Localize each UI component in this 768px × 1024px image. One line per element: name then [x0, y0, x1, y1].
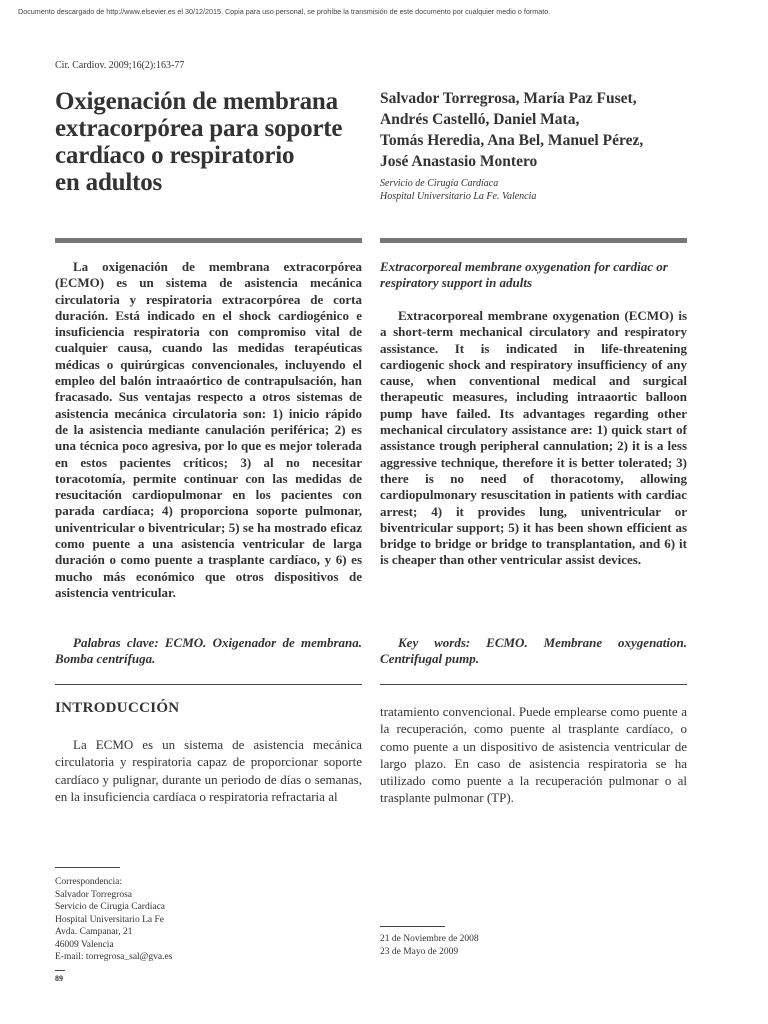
correspondence-line: 46009 Valencia	[55, 939, 114, 950]
abstract-end-rule-left	[55, 684, 362, 685]
footnote-rule-left	[55, 867, 120, 868]
affiliation-line: Servicio de Cirugía Cardíaca	[380, 178, 499, 189]
correspondence-line: Avda. Campanar, 21	[55, 927, 133, 937]
title-line: Oxigenación de membrana	[55, 88, 338, 115]
author-line: José Anastasio Montero	[380, 153, 538, 170]
section-heading-introduction: INTRODUCCIÓN	[55, 700, 180, 716]
section-divider-right	[380, 238, 687, 243]
correspondence-line: Servicio de Cirugía Cardíaca	[55, 902, 166, 912]
abstract-end-rule-right	[380, 684, 687, 685]
abstract-english-text: Extracorporeal membrane oxygenation (ECMO) is a short-term mechanical circulatory and respiratory assistance. It is indicated in life-threatening cardiogenic shock and respiratory insufficiency of any cause, when conventional medical and surgical therapeutic measures, including intraaortic balloon pump have failed. Its advantages regarding other mechanical circulatory assistance are: 1) quick start of assistance trough peripheral cannulation; 2) it is a less aggressive technique, therefore it is better tolerated; 3) there is no need of thoracotomy, allowing cardiopulmonary resuscitation in patients with cardiac arrest; 4) it provides lung, univentricular or biventricular support; 5) it has been shown efficient as bridge to bridge or bridge to transplantation, and 6) it is cheaper than other ventricular assist devices.	[380, 308, 687, 568]
correspondence-line: Hospital Universitario La Fe	[55, 914, 164, 925]
author-line: Tomás Heredia, Ana Bel, Manuel Pérez,	[380, 132, 644, 149]
abstract-english	[380, 308, 687, 569]
page-number-rule	[55, 970, 65, 971]
page-number: 89	[55, 974, 63, 983]
download-notice: Documento descargado de http://www.elsevier.es el 30/12/2015. Copia para uso personal, se prohíbe la transmisión de este documento por cualquier medio o formato.	[18, 7, 551, 16]
received-accepted-dates	[380, 933, 479, 958]
correspondence-line: Correspondencia:	[55, 877, 123, 887]
footnote-rule-right	[380, 926, 445, 927]
section-divider-left	[55, 238, 362, 243]
intro-text-right-column: tratamiento convencional. Puede emplearse como puente a la recuperación, como puente al trasplante cardíaco, o como puente a un dispositivo de asistencia ventricular de largo plazo. En caso de asistencia respiratoria se ha utilizado como puente a la recuperación pulmonar o al trasplante pulmonar (TP).	[380, 704, 687, 806]
journal-citation: Cir. Cardiov. 2009;16(2):163-77	[55, 60, 185, 71]
keywords-english: Key words: ECMO. Membrane oxygenation. Centrifugal pump.	[380, 635, 687, 667]
abstract-english-title: Extracorporeal membrane oxygenation for cardiac or respiratory support in adults	[380, 259, 668, 291]
affiliation-line: Hospital Universitario La Fe. Valencia	[380, 191, 537, 202]
author-line: Salvador Torregrosa, María Paz Fuset,	[380, 90, 637, 107]
abstract-spanish-text: La oxigenación de membrana extracorpórea (ECMO) es un sistema de asistencia mecánica circulatoria y respiratoria extracorpórea de corta duración. Está indicado en el shock cardiogénico e insuficiencia respiratoria con compromiso vital de cualquier causa, cuando las medidas terapéuticas médicas o quirúrgicas convencionales, incluyendo el empleo del balón intraaórtico de contrapulsación, han fracasado. Sus ventajas respecto a otros sistemas de asistencia mecánica circulatoria son: 1) inicio rápido de la asistencia mediante canulación periférica; 2) es una técnica poco agresiva, por lo que es mejor tolerada en estos pacientes críticos; 3) al no necesitar toracotomía, permite continuar con las medidas de resucitación cardiopulmonar en los pacientes con parada cardíaca; 4) proporciona soporte pulmonar, univentricular o biventricular; 5) se ha mostrado eficaz como puente a una asistencia ventricular de larga duración o como puente a trasplante cardíaco, y 6) es mucho más económico que otros dispositivos de asistencia ventricular.	[55, 259, 362, 600]
date-accepted: 23 de Mayo de 2009	[380, 946, 459, 957]
correspondence-block	[55, 876, 172, 964]
date-received: 21 de Noviembre de 2008	[380, 934, 479, 944]
title-line: cardíaco o respiratorio	[55, 142, 295, 169]
title-line: en adultos	[55, 169, 163, 196]
author-list	[380, 88, 700, 172]
affiliation	[380, 177, 536, 203]
correspondence-email: E-mail: torregrosa_sal@gva.es	[55, 952, 173, 962]
article-title	[55, 88, 375, 196]
author-line: Andrés Castelló, Daniel Mata,	[380, 111, 580, 128]
abstract-spanish	[55, 259, 362, 601]
correspondence-line: Salvador Torregrosa	[55, 889, 132, 900]
intro-text-left-column: La ECMO es un sistema de asistencia mecánica circulatoria y respiratoria capaz de proporcionar soporte cardíaco y pulignar, durante un periodo de días o semanas, en la insuficiencia cardíaca o respiratoria refractaria al	[55, 737, 362, 804]
title-line: extracorpórea para soporte	[55, 115, 343, 142]
keywords-spanish: Palabras clave: ECMO. Oxigenador de membrana. Bomba centrífuga.	[55, 635, 362, 667]
